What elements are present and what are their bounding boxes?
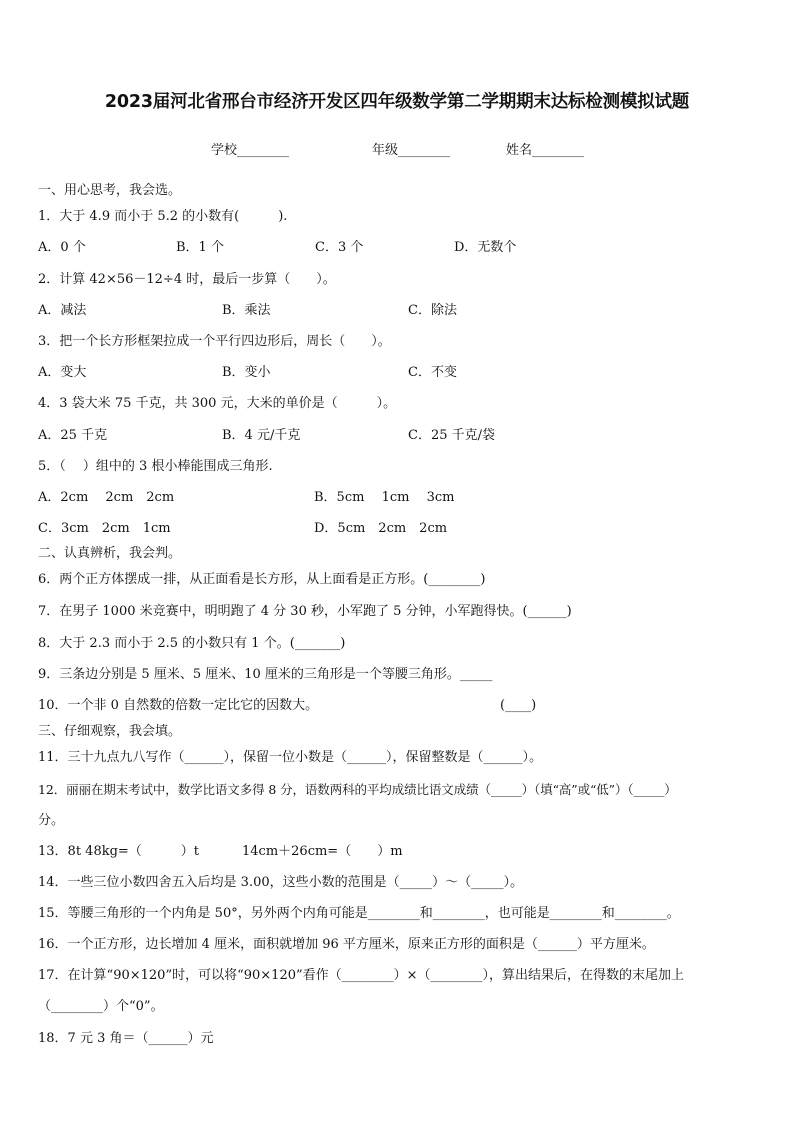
q4-option-c: C．25 千克/袋 (408, 428, 496, 443)
question-text: 一个正方形，边长增加 4 厘米，面积就增加 96 平方厘米，原来正方形的面积是（______）平方厘米。 (67, 937, 655, 952)
question-number: 14． (38, 875, 68, 890)
question-text: 把一个长方形框架拉成一个平行四边形后，周长（ ）。 (59, 334, 391, 349)
q3-option-b: B．变小 (222, 365, 271, 380)
question-text: （ ）组中的 3 根小棒能围成三角形. (59, 459, 273, 474)
question-number: 2． (38, 272, 60, 287)
question-2 (38, 272, 336, 288)
question-number: 3． (38, 334, 60, 349)
school-field: 学校________ (211, 143, 290, 158)
question-text: 计算 42×56－12÷4 时，最后一步算（ ）。 (59, 272, 336, 287)
question-number: 6． (38, 572, 60, 587)
question-13 (38, 844, 199, 860)
question-text: 在计算“90×120”时，可以将“90×120”看作（________）×（________），算出结果后，在得数的末尾加上 (67, 968, 685, 983)
q2-option-c: C．除法 (408, 303, 457, 318)
question-11 (38, 750, 542, 766)
q3-option-c: C．不变 (408, 365, 457, 380)
q5-option-b: B．5cm 1cm 3cm (314, 490, 455, 505)
question-number: 4． (38, 396, 60, 411)
question-number: 13． (38, 844, 68, 859)
question-text: 3 袋大米 75 千克，共 300 元，大米的单价是（ ）。 (59, 396, 397, 411)
question-number: 8． (38, 636, 60, 651)
question-text: 大于 4.9 而小于 5.2 的小数有( ). (59, 209, 288, 224)
question-number: 7． (38, 604, 60, 619)
q1-option-d: D．无数个 (454, 240, 517, 255)
q2-option-b: B．乘法 (222, 303, 271, 318)
question-5 (38, 459, 273, 475)
question-3 (38, 334, 391, 350)
q5-option-c: C．3cm 2cm 1cm (38, 521, 171, 536)
section-heading-1: 一、用心思考，我会选。 (38, 183, 182, 198)
question-17 (38, 968, 684, 984)
question-18 (38, 1031, 214, 1047)
question-number: 10． (38, 698, 68, 713)
question-text: 两个正方体摆成一排，从正面看是长方形，从上面看是正方形。(________) (59, 572, 486, 587)
question-number: 11． (38, 750, 68, 765)
q1-option-a: A．0 个 (38, 240, 86, 255)
question-number: 5． (38, 459, 60, 474)
question-number: 9． (38, 667, 60, 682)
question-number: 16． (38, 937, 68, 952)
question-4 (38, 396, 396, 412)
question-part-1: 8t 48kg=（ ）t (67, 844, 200, 859)
question-text: 丽丽在期末考试中，数学比语文多得 8 分，语数两科的平均成绩比语文成绩（_____）（填“高”或“低”）（_____） (66, 782, 677, 797)
q4-option-a: A．25 千克 (38, 428, 108, 443)
question-8 (38, 636, 345, 652)
question-text: 7 元 3 角＝（______）元 (67, 1031, 214, 1046)
q3-option-a: A．变大 (38, 365, 87, 380)
q1-option-b: B．1 个 (176, 240, 224, 255)
question-text: 在男子 1000 米竞赛中，明明跑了 4 分 30 秒，小军跑了 5 分钟，小军跑得快。(______) (59, 604, 572, 619)
question-text: 三条边分别是 5 厘米、5 厘米、10 厘米的三角形是一个等腰三角形。_____ (59, 667, 493, 682)
question-17-continued: （________）个“0”。 (38, 999, 164, 1014)
question-6 (38, 572, 485, 588)
q5-option-d: D．5cm 2cm 2cm (314, 521, 448, 536)
question-16 (38, 937, 655, 953)
question-text: 三十九点九八写作（______），保留一位小数是（______），保留整数是（______）。 (67, 750, 543, 765)
question-text: 大于 2.3 而小于 2.5 的小数只有 1 个。(_______) (59, 636, 346, 651)
question-number: 18． (38, 1031, 68, 1046)
q10-answer-blank: (____) (500, 698, 537, 713)
q4-option-b: B．4 元/千克 (222, 428, 301, 443)
question-text: 一些三位小数四舍五入后均是 3.00，这些小数的范围是（_____）～（_____）。 (67, 875, 524, 890)
question-10 (38, 698, 318, 714)
q5-option-a: A．2cm 2cm 2cm (38, 490, 175, 505)
page-title: 2023届河北省邢台市经济开发区四年级数学第二学期期末达标检测模拟试题 (104, 92, 690, 112)
question-14 (38, 875, 523, 891)
question-13-part-2: 14cm＋26cm=（ ）m (242, 844, 403, 859)
question-15 (38, 906, 680, 922)
question-number: 12． (38, 782, 67, 797)
question-number: 1． (38, 209, 60, 224)
question-text: 等腰三角形的一个内角是 50°，另外两个内角可能是________和________，也可能是________和________。 (67, 906, 680, 921)
question-12 (38, 782, 677, 798)
section-heading-2: 二、认真辨析，我会判。 (38, 546, 182, 561)
question-7 (38, 604, 572, 620)
section-heading-3: 三、仔细观察，我会填。 (38, 724, 182, 739)
question-1 (38, 209, 287, 225)
q2-option-a: A．减法 (38, 303, 87, 318)
question-12-continued: 分。 (38, 813, 65, 828)
question-number: 15． (38, 906, 68, 921)
name-field: 姓名________ (506, 143, 585, 158)
question-9 (38, 667, 492, 683)
grade-field: 年级________ (372, 143, 451, 158)
question-text: 一个非 0 自然数的倍数一定比它的因数大。 (67, 698, 319, 713)
question-number: 17． (38, 968, 68, 983)
q1-option-c: C．3 个 (315, 240, 364, 255)
